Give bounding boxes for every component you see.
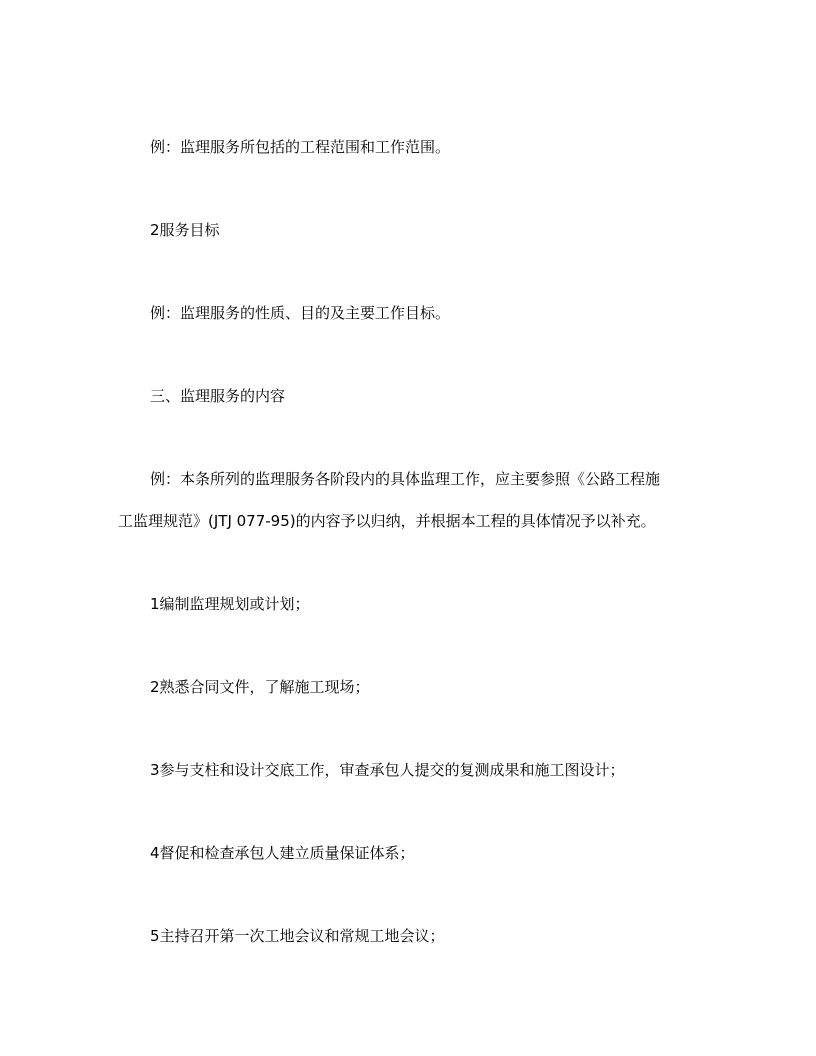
list-item-3: 3参与支柱和设计交底工作，审查承包人提交的复测成果和施工图设计；: [150, 761, 625, 779]
paragraph-example-scope: 例：监理服务所包括的工程范围和工作范围。: [150, 138, 451, 156]
list-item-4: 4督促和检查承包人建立质量保证体系；: [150, 844, 415, 862]
heading-service-goal: 2服务目标: [150, 221, 220, 239]
list-item-5: 5主持召开第一次工地会议和常规工地会议；: [150, 927, 445, 945]
list-item-1: 1编制监理规划或计划；: [150, 595, 310, 613]
list-item-2: 2熟悉合同文件，了解施工现场；: [150, 678, 370, 696]
paragraph-example-content-line1: 例：本条所列的监理服务各阶段内的具体监理工作，应主要参照《公路工程施: [150, 470, 661, 488]
heading-service-content: 三、监理服务的内容: [150, 387, 286, 405]
paragraph-example-content-line2: 工监理规范》(JTJ 077-95)的内容予以归纳，并根据本工程的具体情况予以补充。: [118, 512, 656, 530]
paragraph-example-goal: 例：监理服务的性质、目的及主要工作目标。: [150, 304, 451, 322]
